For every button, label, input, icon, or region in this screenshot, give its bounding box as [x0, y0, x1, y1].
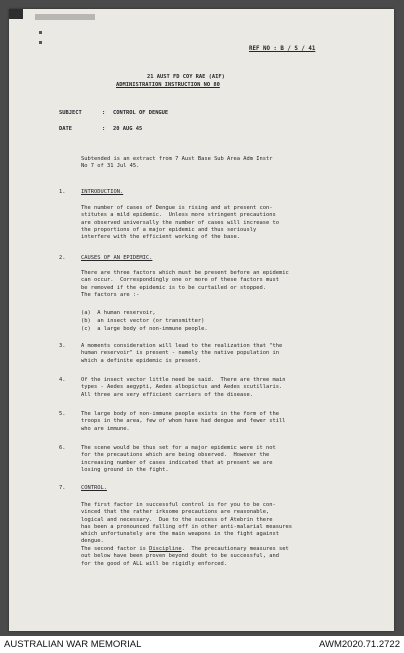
section-body: The first factor in successful control is for you to be con- vinced that the rather irksome precautions are reasonable, logical and necessary. Due to the success of Atebrin there has been a pronounced falling off in other anti-malarial measures which unfortunately are the main weapons in the fight against dengue.: [81, 502, 292, 545]
section-number: 6.: [59, 445, 66, 451]
document-page: REF NO : B / S / 41 21 AUST FD COY RAE (AIF) ADMINISTRATION INSTRUCTION NO 80 SUBJECT : CONTROL OF DENGUE DATE : 20 AUG 45 Subtended is an extract from 7 Aust Base Sub Area Adm Instr No 7 of 31 Jul 45. 1. INTRODUCTION. The number of cases of Dengue is rising and at present con- stitutes a mild epidemic. Unless more stringent precautions are observed universally the number of cases will increase to the proportions of a major epidemic and thus seriously interfere with the efficient working of the base. 2. CAUSES OF AN EPIDEMIC. There are three factors which must be present before an epidemic can occur. Correspondingly one or more of these factors must be removed if the epidemic is to be curtailed or stopped. The factors are :- (a) A human reservoir, (b) an insect vector (or transmitter) (c) a large body of non-immune people. 3. A moments consideration will lead to the realization that "the human reservoir" is present - namely the native population in which a definite epidemic is present. 4. Of the insect vector little need be said. There are three main types - Aedes aegypti, Aedes albopictus and Aedes scutillaris. All three are very efficient carriers of the disease. 5. The large body of non-immune people exists in the form of the troops in the area, few of whom have had dengue and fewer still who are immune. 6. The scene would be thus set for a major epidemic were it not for the precautions which are being observed. However the increasing number of cases indicated that at present we are losing ground in the fight. 7. CONTROL. The first factor in successful control is for you to be con- vinced that the rather irksome precautions are reasonable, logical and necessary. Due to the success of Atebrin there has been a pronounced falling off in other anti-malarial measures which unfortunately are the main weapons in the fight against dengue. The second factor is Discipline. The precautionary measures set out below have been proven beyond doubt to be successful, and for the good of ALL will be rigidly enforced.: [9, 9, 394, 631]
section-body: The number of cases of Dengue is rising and at present con- stitutes a mild epidemic. Unless more stringent precautions are observed universally the number of cases will increase to the proportions of a major epidemic and thus seriously interfere with the efficient working of the base.: [81, 205, 279, 241]
unit-name: 21 AUST FD COY RAE (AIF): [147, 74, 225, 80]
date-value: 20 AUG 45: [113, 126, 143, 132]
section-body: A moments consideration will lead to the realization that "the human reservoir" is present - namely the native population in which a definite epidemic is present.: [81, 343, 283, 364]
section-body-continued: The second factor is Discipline. The precautionary measures set out below have been proven beyond doubt to be successful, and for the good of ALL will be rigidly enforced.: [81, 546, 289, 567]
section-body: The scene would be thus set for a major epidemic were it not for the precautions which are being observed. However the increasing number of cases indicated that at present we are losing ground in the fight.: [81, 445, 276, 473]
date-label: DATE: [59, 126, 72, 132]
list-item: (a) A human reservoir,: [81, 310, 156, 316]
section-number: 3.: [59, 343, 66, 349]
paper-clip: [9, 9, 23, 19]
paper-edge-shadow: [35, 14, 95, 20]
reference-number: REF NO : B / S / 41: [249, 46, 316, 52]
section-number: 1.: [59, 189, 66, 195]
list-item: (b) an insect vector (or transmitter): [81, 318, 205, 324]
punch-hole: [39, 31, 42, 34]
section-body: The large body of non-immune people exists in the form of the troops in the area, few of whom have had dengue and fewer still who are immune.: [81, 411, 286, 432]
section-body: There are three factors which must be present before an epidemic can occur. Correspondingly one or more of these factors must be removed if the epidemic is to be curtailed or stopped. The factors are :-: [81, 270, 289, 298]
list-item: (c) a large body of non-immune people.: [81, 326, 208, 332]
section-number: 2.: [59, 255, 66, 261]
section-heading: INTRODUCTION.: [81, 189, 124, 195]
section-heading: CAUSES OF AN EPIDEMIC.: [81, 255, 153, 261]
document-title: ADMINISTRATION INSTRUCTION NO 80: [116, 82, 220, 88]
archive-name: AUSTRALIAN WAR MEMORIAL: [4, 639, 142, 650]
archive-accession-number: AWM2020.71.2722: [319, 639, 400, 650]
section-body: Of the insect vector little need be said. There are three main types - Aedes aegypti, Aedes albopictus and Aedes scutillaris. All three are very efficient carriers of the disease.: [81, 377, 286, 398]
section-number: 5.: [59, 411, 66, 417]
section-heading: CONTROL.: [81, 485, 107, 491]
subject-value: CONTROL OF DENGUE: [113, 110, 169, 116]
punch-hole: [39, 41, 42, 44]
subject-label: SUBJECT: [59, 110, 82, 116]
intro-paragraph: Subtended is an extract from 7 Aust Base Sub Area Adm Instr No 7 of 31 Jul 45.: [81, 156, 273, 170]
section-number: 7.: [59, 485, 66, 491]
emphasized-word: Discipline: [149, 546, 182, 552]
archive-footer: [0, 636, 404, 653]
section-number: 4.: [59, 377, 66, 383]
